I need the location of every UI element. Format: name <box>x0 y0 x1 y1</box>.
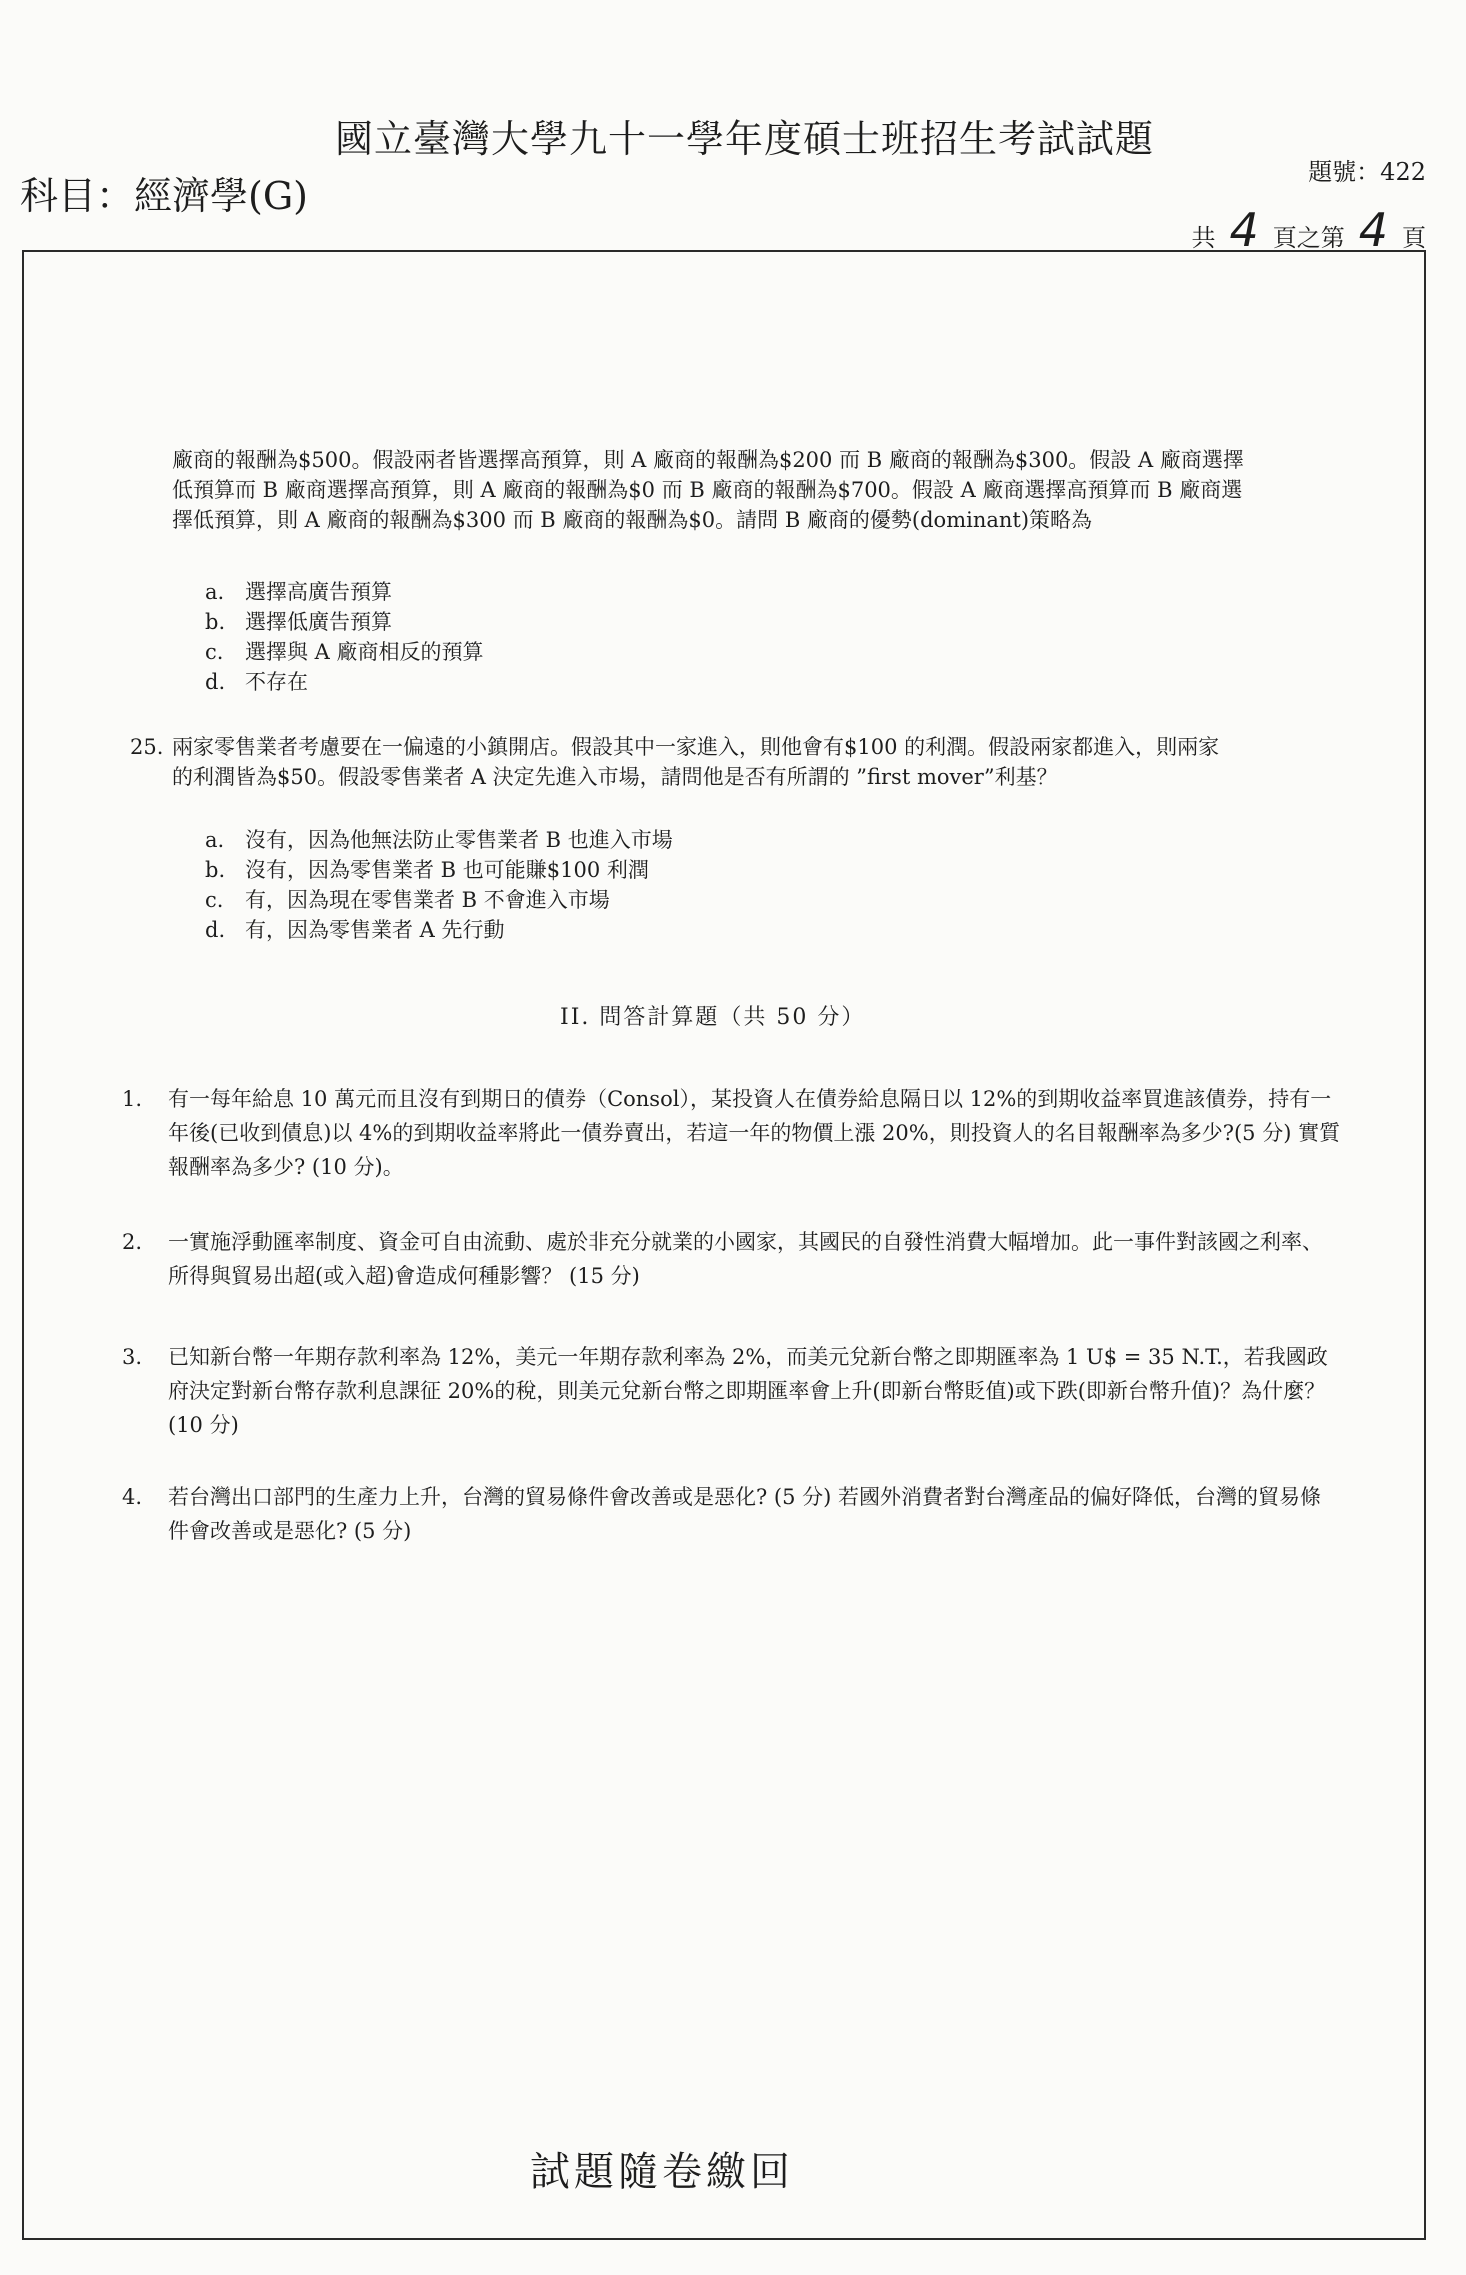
problem-text: 一實施浮動匯率制度、資金可自由流動、處於非充分就業的小國家，其國民的自發性消費大幅增加。此一事件對該國之利率、所得與貿易出超(或入超)會造成何種影響？ (15 分) <box>168 1230 1323 1288</box>
q25-options <box>205 825 673 945</box>
option: d. 不存在 <box>205 670 308 694</box>
page-indicator <box>1191 203 1426 257</box>
problem-2 <box>122 1225 1342 1293</box>
option: b. 選擇低廣告預算 <box>205 610 392 634</box>
question-25 <box>130 732 1240 792</box>
question-text: 兩家零售業者考慮要在一偏遠的小鎮開店。假設其中一家進入，則他會有$100 的利潤。假設兩家都進入，則兩家的利潤皆為$50。假設零售業者 A 決定先進入市場，請問他是否有所謂的 ”first mover”利基？ <box>172 735 1220 789</box>
option: a. 選擇高廣告預算 <box>205 580 392 604</box>
problem-text: 已知新台幣一年期存款利率為 12%，美元一年期存款利率為 2%，而美元兌新台幣之即期匯率為 1 U$ = 35 N.T.，若我國政府決定對新台幣存款利息課征 20%的稅，則美元兌新台幣之即期匯率會上升(即新台幣貶值)或下跌(即新台幣升值)？為什麼？ (10 分) <box>168 1345 1328 1437</box>
problem-number: 2. <box>122 1230 143 1254</box>
pages-prefix: 共 <box>1191 224 1216 252</box>
problem-text: 若台灣出口部門的生產力上升，台灣的貿易條件會改善或是惡化? (5 分) 若國外消費者對台灣產品的偏好降低，台灣的貿易條件會改善或是惡化? (5 分) <box>168 1485 1322 1543</box>
problem-1 <box>122 1082 1342 1184</box>
option: d. 有，因為零售業者 A 先行動 <box>205 918 505 942</box>
problem-4 <box>122 1480 1342 1548</box>
pages-total: 4 <box>1229 203 1259 257</box>
option: a. 沒有，因為他無法防止零售業者 B 也進入市場 <box>205 828 673 852</box>
problem-text: 有一每年給息 10 萬元而且沒有到期日的債券（Consol），某投資人在債券給息隔日以 12%的到期收益率買進該債券，持有一年後(已收到債息)以 4%的到期收益率將此一債券賣出，若這一年的物價上漲 20%，則投資人的名目報酬率為多少?(5 分) 實質報酬率為多少? (10 分)。 <box>168 1087 1341 1179</box>
problem-3 <box>122 1340 1342 1442</box>
question-number: 25. <box>130 735 164 759</box>
problem-number: 3. <box>122 1345 143 1369</box>
pages-mid: 頁之第 <box>1272 224 1345 252</box>
section-heading: II. 問答計算題（共 50 分） <box>560 1005 866 1030</box>
pages-suffix: 頁 <box>1402 224 1426 252</box>
exam-title: 國立臺灣大學九十一學年度碩士班招生考試試題 <box>335 117 1155 161</box>
option: c. 選擇與 A 廠商相反的預算 <box>205 640 484 664</box>
subject-label: 科目：經濟學(G) <box>20 174 309 218</box>
option: b. 沒有，因為零售業者 B 也可能賺$100 利潤 <box>205 858 649 882</box>
problem-number: 1. <box>122 1087 143 1111</box>
q24-continuation: 廠商的報酬為$500。假設兩者皆選擇高預算，則 A 廠商的報酬為$200 而 B 廠商的報酬為$300。假設 A 廠商選擇低預算而 B 廠商選擇高預算，則 A 廠商的報酬為$0 而 B 廠商的報酬為$700。假設 A 廠商選擇高預算而 B 廠商選擇低預算，則 A 廠商的報酬為$300 而 B 廠商的報酬為$0。請問 B 廠商的優勢(dominant)策略為 <box>172 448 1244 532</box>
q24-options <box>205 577 484 697</box>
pages-current: 4 <box>1358 203 1388 257</box>
option: c. 有，因為現在零售業者 B 不會進入市場 <box>205 888 610 912</box>
problem-number: 4. <box>122 1485 143 1509</box>
footer-note: 試題隨卷繳回 <box>530 2149 794 2195</box>
question-number: 題號：422 <box>1308 158 1426 186</box>
